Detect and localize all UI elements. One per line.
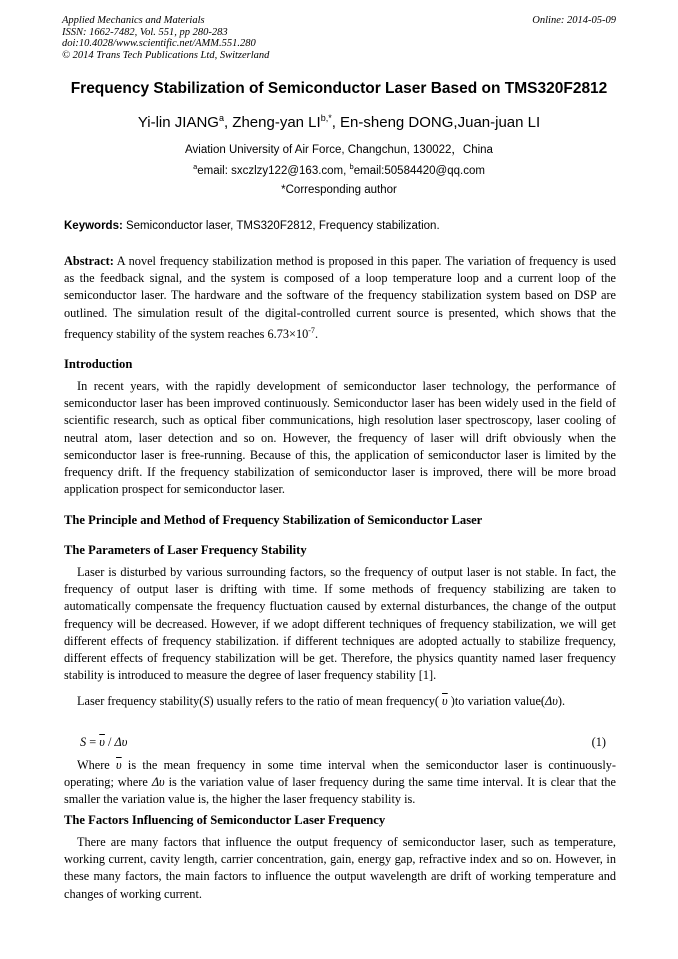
email-a: email: sxczlzy122@163.com, (197, 164, 350, 177)
author-line (40, 113, 638, 131)
journal-name: Applied Mechanics and Materials (62, 15, 205, 26)
equation-1 (80, 735, 606, 750)
corresponding-note: *Corresponding author (281, 184, 397, 196)
eq-slash: / (104, 735, 115, 749)
def-text-3: )to variation value( (447, 694, 545, 708)
journal-header (62, 15, 269, 61)
keywords-label: Keywords: (64, 220, 123, 232)
stability-definition (64, 693, 616, 710)
where-mean-nu: $\overline{\upsilon}$ (116, 758, 122, 772)
where-text-3: is the variation value of laser frequency during the same time interval. It is clear that the smaller the variation value is, the higher the laser frequency stability is. (64, 775, 616, 807)
heading-factors: The Factors Influencing of Semiconductor Laser Frequency (64, 813, 386, 827)
abstract-exponent: -7 (308, 325, 315, 335)
def-text-4: ). (557, 694, 566, 708)
email-line (40, 162, 638, 177)
symbol-mean-nu: $\overline{\upsilon}$ (442, 694, 448, 708)
eq-delta-nu: Δυ (114, 735, 128, 749)
doi-line: doi:10.4028/www.scientific.net/AMM.551.280 (62, 38, 256, 50)
heading-parameters: The Parameters of Laser Frequency Stability (64, 543, 307, 557)
issn-line: ISSN: 1662-7482, Vol. 551, pp 280-283 (62, 26, 228, 38)
email-a-mark: a (193, 162, 198, 171)
abstract-end: . (314, 326, 319, 341)
parameters-paragraph: Laser is disturbed by various surrounding factors, so the frequency of output laser is not stable. In fact, the frequency of output laser is drifting with time. If some methods of frequency stabilizing are taken to automatically compensate the frequency fluctuation caused by external disturbances, the change of the output frequency will be decreased. However, if we adopt different techniques of frequency stabilization, we will get different effects of frequency stabilization. if different techniques are adopted actually to stabilize frequency, different effects of frequency stabilization will be get. Therefore, the physics quantity named laser frequency stability is introduced to measure the degree of laser frequency stability [1]. (64, 565, 616, 683)
eq-mean-nu: $\overline{\upsilon}$ (99, 735, 105, 749)
factors-paragraph: There are many factors that influence the output frequency of semiconductor laser, such as temperature, working current, cavity length, carrier concentration, gain, energy gap, refractive index and so on. However, in these many factors, the main factors to influence the output wavelength are drift of working temperature and changes of working current. (64, 835, 616, 901)
equation-number: (1) (591, 735, 606, 749)
author-2-mark: b,* (320, 113, 332, 123)
author-2: , Zheng-yan LI (223, 114, 321, 131)
eq-lhs: S (80, 735, 87, 749)
symbol-s: S (203, 694, 210, 708)
eq-equals: = (86, 735, 100, 749)
heading-introduction: Introduction (64, 357, 133, 371)
where-text-2: is the mean frequency in some time interval when the semiconductor laser is continuously-operating; where (64, 758, 616, 790)
keywords-text: Semiconductor laser, TMS320F2812, Frequency stabilization. (122, 220, 440, 232)
def-text-2: ) usually refers to the ratio of mean frequency( (209, 694, 443, 708)
affiliation: Aviation University of Air Force, Changchun, 130022，China (185, 144, 493, 156)
online-date: Online: 2014-05-09 (532, 15, 616, 26)
heading-principle: The Principle and Method of Frequency Stabilization of Semiconductor Laser (64, 513, 483, 527)
copyright-line: © 2014 Trans Tech Publications Ltd, Switzerland (62, 49, 270, 61)
intro-paragraph: In recent years, with the rapidly development of semiconductor laser technology, the performance of semiconductor laser has been improved continuously. Semiconductor laser has been widely used in the field of scientific research, such as optical fiber communications, high resolution laser spectroscopy, laser cooling of neutral atom, laser detection and so on. However, the frequency of laser will drift obviously when the semiconductor laser is free-running. Because of this, the application of semiconductor laser is limited by the frequency drift. If the frequency stabilization of semiconductor laser is improved, there will be more broad application prospect for semiconductor laser. (64, 379, 616, 497)
email-b: email:50584420@qq.com (353, 164, 485, 177)
def-text-1: Laser frequency stability( (77, 694, 204, 708)
where-text-1: Where (77, 758, 117, 772)
abstract-label: Abstract: (64, 254, 114, 268)
abstract (64, 253, 616, 343)
author-1: Yi-lin JIANG (137, 114, 219, 131)
where-paragraph (64, 757, 616, 809)
symbol-delta-nu: Δυ (545, 694, 558, 708)
where-delta-nu: Δυ (151, 775, 165, 790)
paper-title: Frequency Stabilization of Semiconductor Laser Based on TMS320F2812 (70, 80, 608, 97)
author-1-mark: a (218, 113, 224, 123)
abstract-text: A novel frequency stabilization method is proposed in this paper. The variation of frequency is used as the feedback signal, and the system is composed of a loop temperature loop and a current loop of the semiconductor laser. The hardware and the software of the frequency stabilization system based on DSP are outlined. The simulation result of the digital-controlled current source is presented, which shows that the frequency stability of the system reaches 6.73×10 (64, 254, 616, 341)
keywords (64, 220, 616, 232)
author-3: , En-sheng DONG,Juan-juan LI (331, 114, 541, 131)
email-b-mark: b (349, 162, 354, 171)
